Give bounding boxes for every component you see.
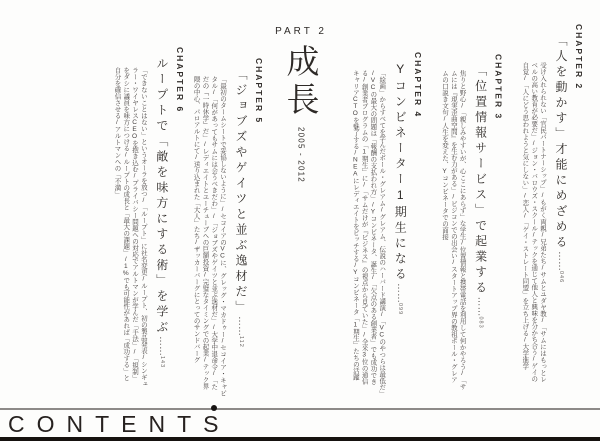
summary-line: ベルの高い教育が必要だ」/ジョン・バロウズ・スクール/テックを通じて他人と興味を分かち合う/ゲイの bbox=[530, 62, 538, 382]
summary-line: だの『一時休学』だ」/レディエイトとユーチューブへの巨額投資/完璧なタイミングでの起業/テック界 bbox=[201, 76, 209, 390]
part-title: 成長 bbox=[282, 44, 320, 120]
chapter-2-block bbox=[520, 24, 584, 407]
chapter-3-page-number: 083 bbox=[477, 316, 484, 329]
chapter-2-page-number: 046 bbox=[558, 271, 564, 284]
chapter-5-block bbox=[191, 58, 264, 441]
chapter-4-block bbox=[350, 52, 423, 435]
leader-dots: …… bbox=[156, 336, 168, 356]
summary-line: 焦りと野心/「親しみやすいが、心ここにあらず」な学生/位置情報と携帯電話を利用して何かやろう/「サ bbox=[458, 70, 466, 390]
chapter-3-summary bbox=[439, 70, 465, 437]
summary-line: る/創業者プログラムの「1期生」に/「サムだけが『ビジネス』の視点から見ていた」/全米3位の通信 bbox=[360, 70, 368, 385]
chapter-6-page-number: 143 bbox=[158, 356, 165, 369]
chapter-4-summary bbox=[350, 70, 385, 435]
summary-line: /VCの最大の問題は「報酬の支払われ方」/Yコンビネータ、誕生/「欠点のある創業者」でも成功でき bbox=[369, 70, 377, 385]
chapter-5-page-number: 112 bbox=[238, 336, 245, 348]
chapter-3-title bbox=[466, 64, 490, 437]
chapter-4-page-number: 099 bbox=[397, 303, 404, 316]
summary-line: タル/「何があってもサムには会うべきだわ」/「ジョブズやゲイツと並ぶ逸材だ」/大学中退命令/「た bbox=[210, 76, 218, 390]
chapter-2-label: CHAPTER 2 bbox=[574, 24, 584, 91]
leader-dots: …… bbox=[556, 251, 567, 271]
contents-heading: CONTENTS bbox=[8, 411, 231, 437]
summary-line: をダシに議員を味方につける/ループトの成長と「最大の課題」/1%でも可能性があれば「成功する」と bbox=[122, 67, 130, 381]
chapter-6-title bbox=[147, 57, 171, 430]
leader-dots: …… bbox=[475, 296, 487, 317]
chapter-6-label: CHAPTER 6 bbox=[174, 47, 185, 114]
chapter-5-title bbox=[226, 68, 250, 441]
part-period: 2005 - 2012 bbox=[296, 127, 306, 183]
summary-line: 受け入れられない「官民パートナーシップ」/もがく両親/兄弟たち/サムとユダヤ教/「サムにはもっとレ bbox=[539, 62, 546, 383]
chapter-3-label: CHAPTER 3 bbox=[493, 54, 504, 121]
chapter-6-block bbox=[112, 47, 185, 430]
summary-line: 自分を確信させる/アルトマンへの「不満」 bbox=[113, 67, 121, 198]
footer-rule bbox=[0, 408, 600, 410]
chapter-6-summary bbox=[112, 67, 147, 430]
summary-line: 「できないことはない」というオーラを放つ/「ループト」に社名変更/ループト、初の製品発表/シンギュ bbox=[139, 67, 147, 387]
summary-line: 自覚/「人にどう思われようと気にしない」/恋人/「ゲイ・ストレート同盟」を立ち上げる/大学進学 bbox=[521, 62, 529, 370]
part-2-block bbox=[272, 26, 330, 408]
chapter-4-label: CHAPTER 4 bbox=[413, 52, 424, 119]
chapter-4-title-text: Yコンビネーター1期生になる bbox=[393, 62, 408, 283]
summary-line: キャリアCTOを魅了する/NEAにレディエイトをピッチする/Yコンビネータ「1期生」たちの活躍 bbox=[351, 70, 359, 381]
chapter-5-label: CHAPTER 5 bbox=[254, 58, 265, 125]
leader-dots: …… bbox=[395, 283, 407, 303]
leader-dots: …… bbox=[236, 316, 248, 336]
part-label: PART 2 bbox=[275, 26, 327, 37]
chapter-2-summary bbox=[520, 62, 546, 407]
chapter-3-block bbox=[439, 54, 503, 437]
summary-line: 隈の中心、パロアルトにて/送り込まれた「大人」たち/ザッカーバーグにとってのサンドバーグ bbox=[192, 76, 200, 363]
summary-line: 「絵画」からすべてを学んだポール・グレアム/グレアム、伝説のハーバード講演/「VCのやつらは最低だ」 bbox=[378, 70, 386, 397]
summary-line: 「最初のタームシートで妥協しないように」/セコイアのVCに、グレッグ・マカドゥー/セコイア・キャピ bbox=[219, 76, 227, 397]
summary-line: ムの口説き文句/人生を変えた、Yコンビネータでの面接 bbox=[441, 70, 449, 240]
chapter-5-title-text: 「ジョブズやゲイツと並ぶ逸材だ」 bbox=[234, 68, 249, 316]
summary-line: ラー・ワイヤレスCEOを抱き込む/プライバシー問題への対応でアルトマンが学んだ「手法」/「規制」 bbox=[131, 67, 139, 382]
chapter-5-summary bbox=[191, 76, 226, 441]
chapter-2-title bbox=[546, 34, 570, 407]
summary-line: ムには『現実歪曲空間』を生む力がある」/ビジコンでの出会い/スタートアップ界の教祖ポール・グレア bbox=[449, 70, 457, 383]
chapter-3-title-text: 「位置情報サービス」で起業する bbox=[473, 64, 488, 297]
bottom-bar bbox=[0, 437, 600, 441]
chapter-4-title bbox=[385, 62, 409, 435]
chapter-2-title-text: 「人を動かす」才能にめざめる bbox=[554, 34, 568, 251]
chapter-6-title-text: ループトで「敵を味方にする術」を学ぶ bbox=[154, 57, 169, 336]
